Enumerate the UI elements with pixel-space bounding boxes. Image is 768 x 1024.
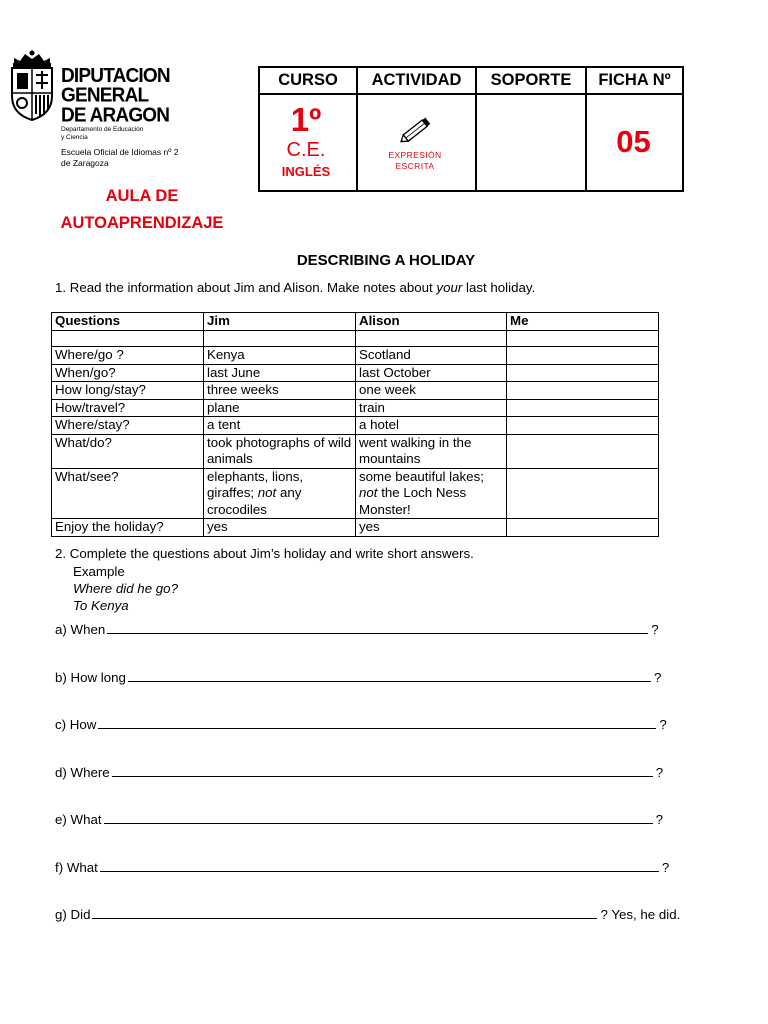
question-item-g xyxy=(55,906,680,923)
activity-type-line: ESCRITA xyxy=(395,161,435,171)
example-label: Example xyxy=(73,564,125,579)
course-level: C.E. xyxy=(286,139,326,161)
cell-text: elephants, lions, giraffes; xyxy=(207,468,304,500)
question-suffix: ? xyxy=(655,765,664,780)
question-prefix: b) How long xyxy=(55,670,126,685)
org-name-line: DE ARAGON xyxy=(61,104,170,127)
department-name xyxy=(61,126,181,141)
header-curso: CURSO xyxy=(278,71,338,89)
question-suffix: ? xyxy=(659,717,667,732)
column-header-alison: Alison xyxy=(356,313,507,331)
me-answer-cell[interactable] xyxy=(507,347,659,365)
question-cell: How/travel? xyxy=(52,399,204,417)
question-cell: What/do? xyxy=(52,434,204,468)
holiday-notes-table xyxy=(51,312,659,537)
column-header-me: Me xyxy=(507,313,659,331)
table-row xyxy=(52,417,659,435)
jim-cell: plane xyxy=(204,399,356,417)
question-prefix: f) What xyxy=(55,860,98,875)
question-item-c xyxy=(55,716,667,733)
question-prefix: g) Did xyxy=(55,907,91,922)
example-answer: To Kenya xyxy=(73,598,129,613)
alison-cell xyxy=(356,468,507,519)
answer-blank[interactable] xyxy=(92,907,597,919)
alison-cell: Scotland xyxy=(356,347,507,365)
question-item-d xyxy=(55,764,663,781)
activity-type xyxy=(357,150,473,172)
jim-cell: a tent xyxy=(204,417,356,435)
exercise-2-instruction: 2. Complete the questions about Jim’s holiday and write short answers. xyxy=(55,546,474,561)
aula-line: AUTOAPRENDIZAJE xyxy=(60,214,224,232)
me-answer-cell[interactable] xyxy=(507,364,659,382)
me-answer-cell[interactable] xyxy=(507,399,659,417)
question-item-e xyxy=(55,811,663,828)
alison-cell: went walking in the mountains xyxy=(356,434,507,468)
activity-type-line: EXPRESIÓN xyxy=(388,150,442,160)
answer-blank[interactable] xyxy=(107,622,648,634)
jim-cell xyxy=(204,468,356,519)
table-row xyxy=(52,468,659,519)
aula-heading xyxy=(44,183,240,237)
soporte-value xyxy=(477,95,585,190)
table-row xyxy=(52,519,659,537)
question-suffix: ? xyxy=(651,622,659,637)
pencil-icon xyxy=(397,116,435,144)
table-row-blank xyxy=(52,331,659,347)
school-name xyxy=(61,147,241,169)
cell-text: some beautiful lakes; xyxy=(359,468,484,484)
instruction-text: last holiday. xyxy=(462,280,536,295)
aragon-coat-of-arms-icon xyxy=(6,48,58,122)
organization-name xyxy=(61,66,170,126)
alison-cell: one week xyxy=(356,382,507,400)
table-row xyxy=(52,364,659,382)
table-row xyxy=(52,399,659,417)
header-ficha: FICHA Nº xyxy=(598,71,671,89)
school-line: Escuela Oficial de Idiomas nº 2 xyxy=(61,147,179,157)
answer-blank[interactable] xyxy=(104,812,653,824)
jim-cell: Kenya xyxy=(204,347,356,365)
alison-cell: yes xyxy=(356,519,507,537)
me-answer-cell[interactable] xyxy=(507,434,659,468)
instruction-emphasis: your xyxy=(436,280,463,295)
question-cell: Enjoy the holiday? xyxy=(52,519,204,537)
column-header-jim: Jim xyxy=(204,313,356,331)
me-answer-cell[interactable] xyxy=(507,468,659,519)
aula-line: AULA DE xyxy=(105,187,179,205)
cell-text: the Loch Ness Monster! xyxy=(359,485,467,517)
question-cell: Where/go ? xyxy=(52,347,204,365)
me-answer-cell[interactable] xyxy=(507,382,659,400)
table-cell-me[interactable] xyxy=(507,331,659,347)
org-name-line: GENERAL xyxy=(61,84,149,107)
department-line: y Ciencia xyxy=(61,133,88,141)
question-suffix: ? xyxy=(653,670,662,685)
header-actividad: ACTIVIDAD xyxy=(371,71,462,89)
column-header-questions: Questions xyxy=(52,313,204,331)
question-prefix: e) What xyxy=(55,812,102,827)
question-item-b xyxy=(55,669,661,686)
jim-cell: three weeks xyxy=(204,382,356,400)
org-name-line: DIPUTACION xyxy=(61,64,170,87)
alison-cell: train xyxy=(356,399,507,417)
cell-emphasis: not xyxy=(257,485,277,500)
alison-cell: a hotel xyxy=(356,417,507,435)
worksheet-number: 05 xyxy=(616,124,651,159)
question-suffix: ? xyxy=(661,860,670,875)
table-row xyxy=(52,382,659,400)
question-cell: What/see? xyxy=(52,468,204,519)
me-answer-cell[interactable] xyxy=(507,417,659,435)
course-number: 1º xyxy=(290,101,322,138)
worksheet-title: DESCRIBING A HOLIDAY xyxy=(296,252,476,269)
question-item-a xyxy=(55,621,659,638)
table-row xyxy=(52,347,659,365)
question-suffix: ? xyxy=(655,812,663,827)
department-line: Departamento de Educación xyxy=(61,126,144,133)
question-prefix: d) Where xyxy=(55,765,110,780)
question-cell: When/go? xyxy=(52,364,204,382)
jim-cell: yes xyxy=(204,519,356,537)
cell-emphasis: not xyxy=(359,485,378,500)
answer-blank[interactable] xyxy=(98,717,656,729)
example-question: Where did he go? xyxy=(73,581,178,596)
jim-cell: took photographs of wild animals xyxy=(204,434,356,468)
table-row xyxy=(52,434,659,468)
question-prefix: c) How xyxy=(55,717,97,732)
instruction-text: 1. Read the information about Jim and Alison. Make notes about xyxy=(55,280,437,295)
question-prefix: a) When xyxy=(55,622,106,637)
question-suffix: ? Yes, he did. xyxy=(600,907,681,922)
table-header-row xyxy=(52,313,659,331)
me-answer-cell[interactable] xyxy=(507,519,659,537)
answer-blank[interactable] xyxy=(128,670,651,682)
course-language: INGLÉS xyxy=(281,164,331,179)
exercise-1-instruction xyxy=(55,279,535,296)
question-cell: How long/stay? xyxy=(52,382,204,400)
table-cell xyxy=(52,331,204,347)
jim-cell: last June xyxy=(204,364,356,382)
cell-text: any crocodiles xyxy=(207,485,302,517)
answer-blank[interactable] xyxy=(112,765,653,777)
school-line: de Zaragoza xyxy=(61,158,109,168)
alison-cell: last October xyxy=(356,364,507,382)
question-cell: Where/stay? xyxy=(52,417,204,435)
answer-blank[interactable] xyxy=(100,860,659,872)
table-cell xyxy=(356,331,507,347)
question-item-f xyxy=(55,859,669,876)
header-soporte: SOPORTE xyxy=(490,71,572,89)
table-cell xyxy=(204,331,356,347)
